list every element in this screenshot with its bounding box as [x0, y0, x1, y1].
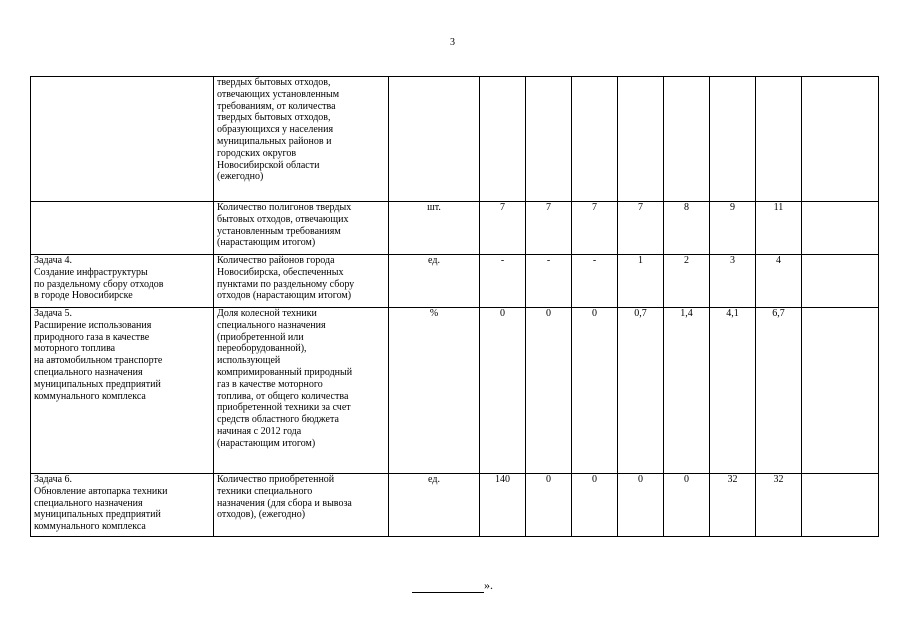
- value-cell: 0,7: [618, 308, 664, 474]
- value-cell: 0: [526, 308, 572, 474]
- table-row: [31, 202, 879, 255]
- unit-cell: [389, 77, 480, 202]
- indicator-cell: Количество приобретенной техники специального назначения (для сбора и вывоза отходов), (ежегодно): [214, 474, 389, 537]
- empty-cell: [802, 77, 879, 202]
- signature-blank: [412, 579, 484, 593]
- value-cell: 0: [664, 474, 710, 537]
- value-cell: 2: [664, 255, 710, 308]
- value-cell: 1,4: [664, 308, 710, 474]
- value-cell: 7: [572, 202, 618, 255]
- value-cell: 32: [756, 474, 802, 537]
- task-cell: [31, 202, 214, 255]
- task-cell: Задача 5. Расширение использования природного газа в качестве моторного топлива на автомобильном транспорте специального назначения муниципальных предприятий коммунального комплекса: [31, 308, 214, 474]
- value-cell: [526, 77, 572, 202]
- indicator-cell: Доля колесной техники специального назначения (приобретенной или переоборудованной), использующей компримированный природный газ в качестве моторного топлива, от общего количества приобретенной техники за счет средств областного бюджета начиная с 2012 года (нарастающим итогом): [214, 308, 389, 474]
- indicator-cell: твердых бытовых отходов, отвечающих установленным требованиям, от количества твердых бытовых отходов, образующихся у населения муниципальных районов и городских округов Новосибирской области (ежегодно): [214, 77, 389, 202]
- page-number: 3: [450, 37, 455, 48]
- value-cell: -: [526, 255, 572, 308]
- value-cell: 11: [756, 202, 802, 255]
- value-cell: 3: [710, 255, 756, 308]
- value-cell: [480, 77, 526, 202]
- unit-cell: %: [389, 308, 480, 474]
- value-cell: [572, 77, 618, 202]
- task-cell: Задача 4. Создание инфраструктуры по раздельному сбору отходов в городе Новосибирске: [31, 255, 214, 308]
- table-row: [31, 308, 879, 474]
- value-cell: 0: [618, 474, 664, 537]
- value-cell: [618, 77, 664, 202]
- empty-cell: [802, 255, 879, 308]
- value-cell: 7: [480, 202, 526, 255]
- closing-quote: ».: [484, 578, 493, 592]
- value-cell: 0: [526, 474, 572, 537]
- value-cell: 6,7: [756, 308, 802, 474]
- empty-cell: [802, 202, 879, 255]
- value-cell: 4: [756, 255, 802, 308]
- value-cell: 7: [618, 202, 664, 255]
- table-row: [31, 474, 879, 537]
- empty-cell: [802, 308, 879, 474]
- value-cell: 0: [572, 308, 618, 474]
- unit-cell: ед.: [389, 255, 480, 308]
- value-cell: 4,1: [710, 308, 756, 474]
- empty-cell: [802, 474, 879, 537]
- table-row: [31, 255, 879, 308]
- indicator-cell: Количество районов города Новосибирска, обеспеченных пунктами по раздельному сбору отходов (нарастающим итогом): [214, 255, 389, 308]
- value-cell: -: [572, 255, 618, 308]
- task-cell: [31, 77, 214, 202]
- value-cell: 8: [664, 202, 710, 255]
- value-cell: 140: [480, 474, 526, 537]
- indicator-cell: Количество полигонов твердых бытовых отходов, отвечающих установленным требованиям (нарастающим итогом): [214, 202, 389, 255]
- task-cell: Задача 6. Обновление автопарка техники специального назначения муниципальных предприятий коммунального комплекса: [31, 474, 214, 537]
- value-cell: -: [480, 255, 526, 308]
- value-cell: 9: [710, 202, 756, 255]
- value-cell: 32: [710, 474, 756, 537]
- closing-line: [0, 578, 905, 593]
- indicators-table: [30, 76, 879, 537]
- unit-cell: шт.: [389, 202, 480, 255]
- value-cell: 7: [526, 202, 572, 255]
- table-row: [31, 77, 879, 202]
- value-cell: 0: [572, 474, 618, 537]
- value-cell: [710, 77, 756, 202]
- value-cell: [664, 77, 710, 202]
- value-cell: 0: [480, 308, 526, 474]
- value-cell: [756, 77, 802, 202]
- unit-cell: ед.: [389, 474, 480, 537]
- value-cell: 1: [618, 255, 664, 308]
